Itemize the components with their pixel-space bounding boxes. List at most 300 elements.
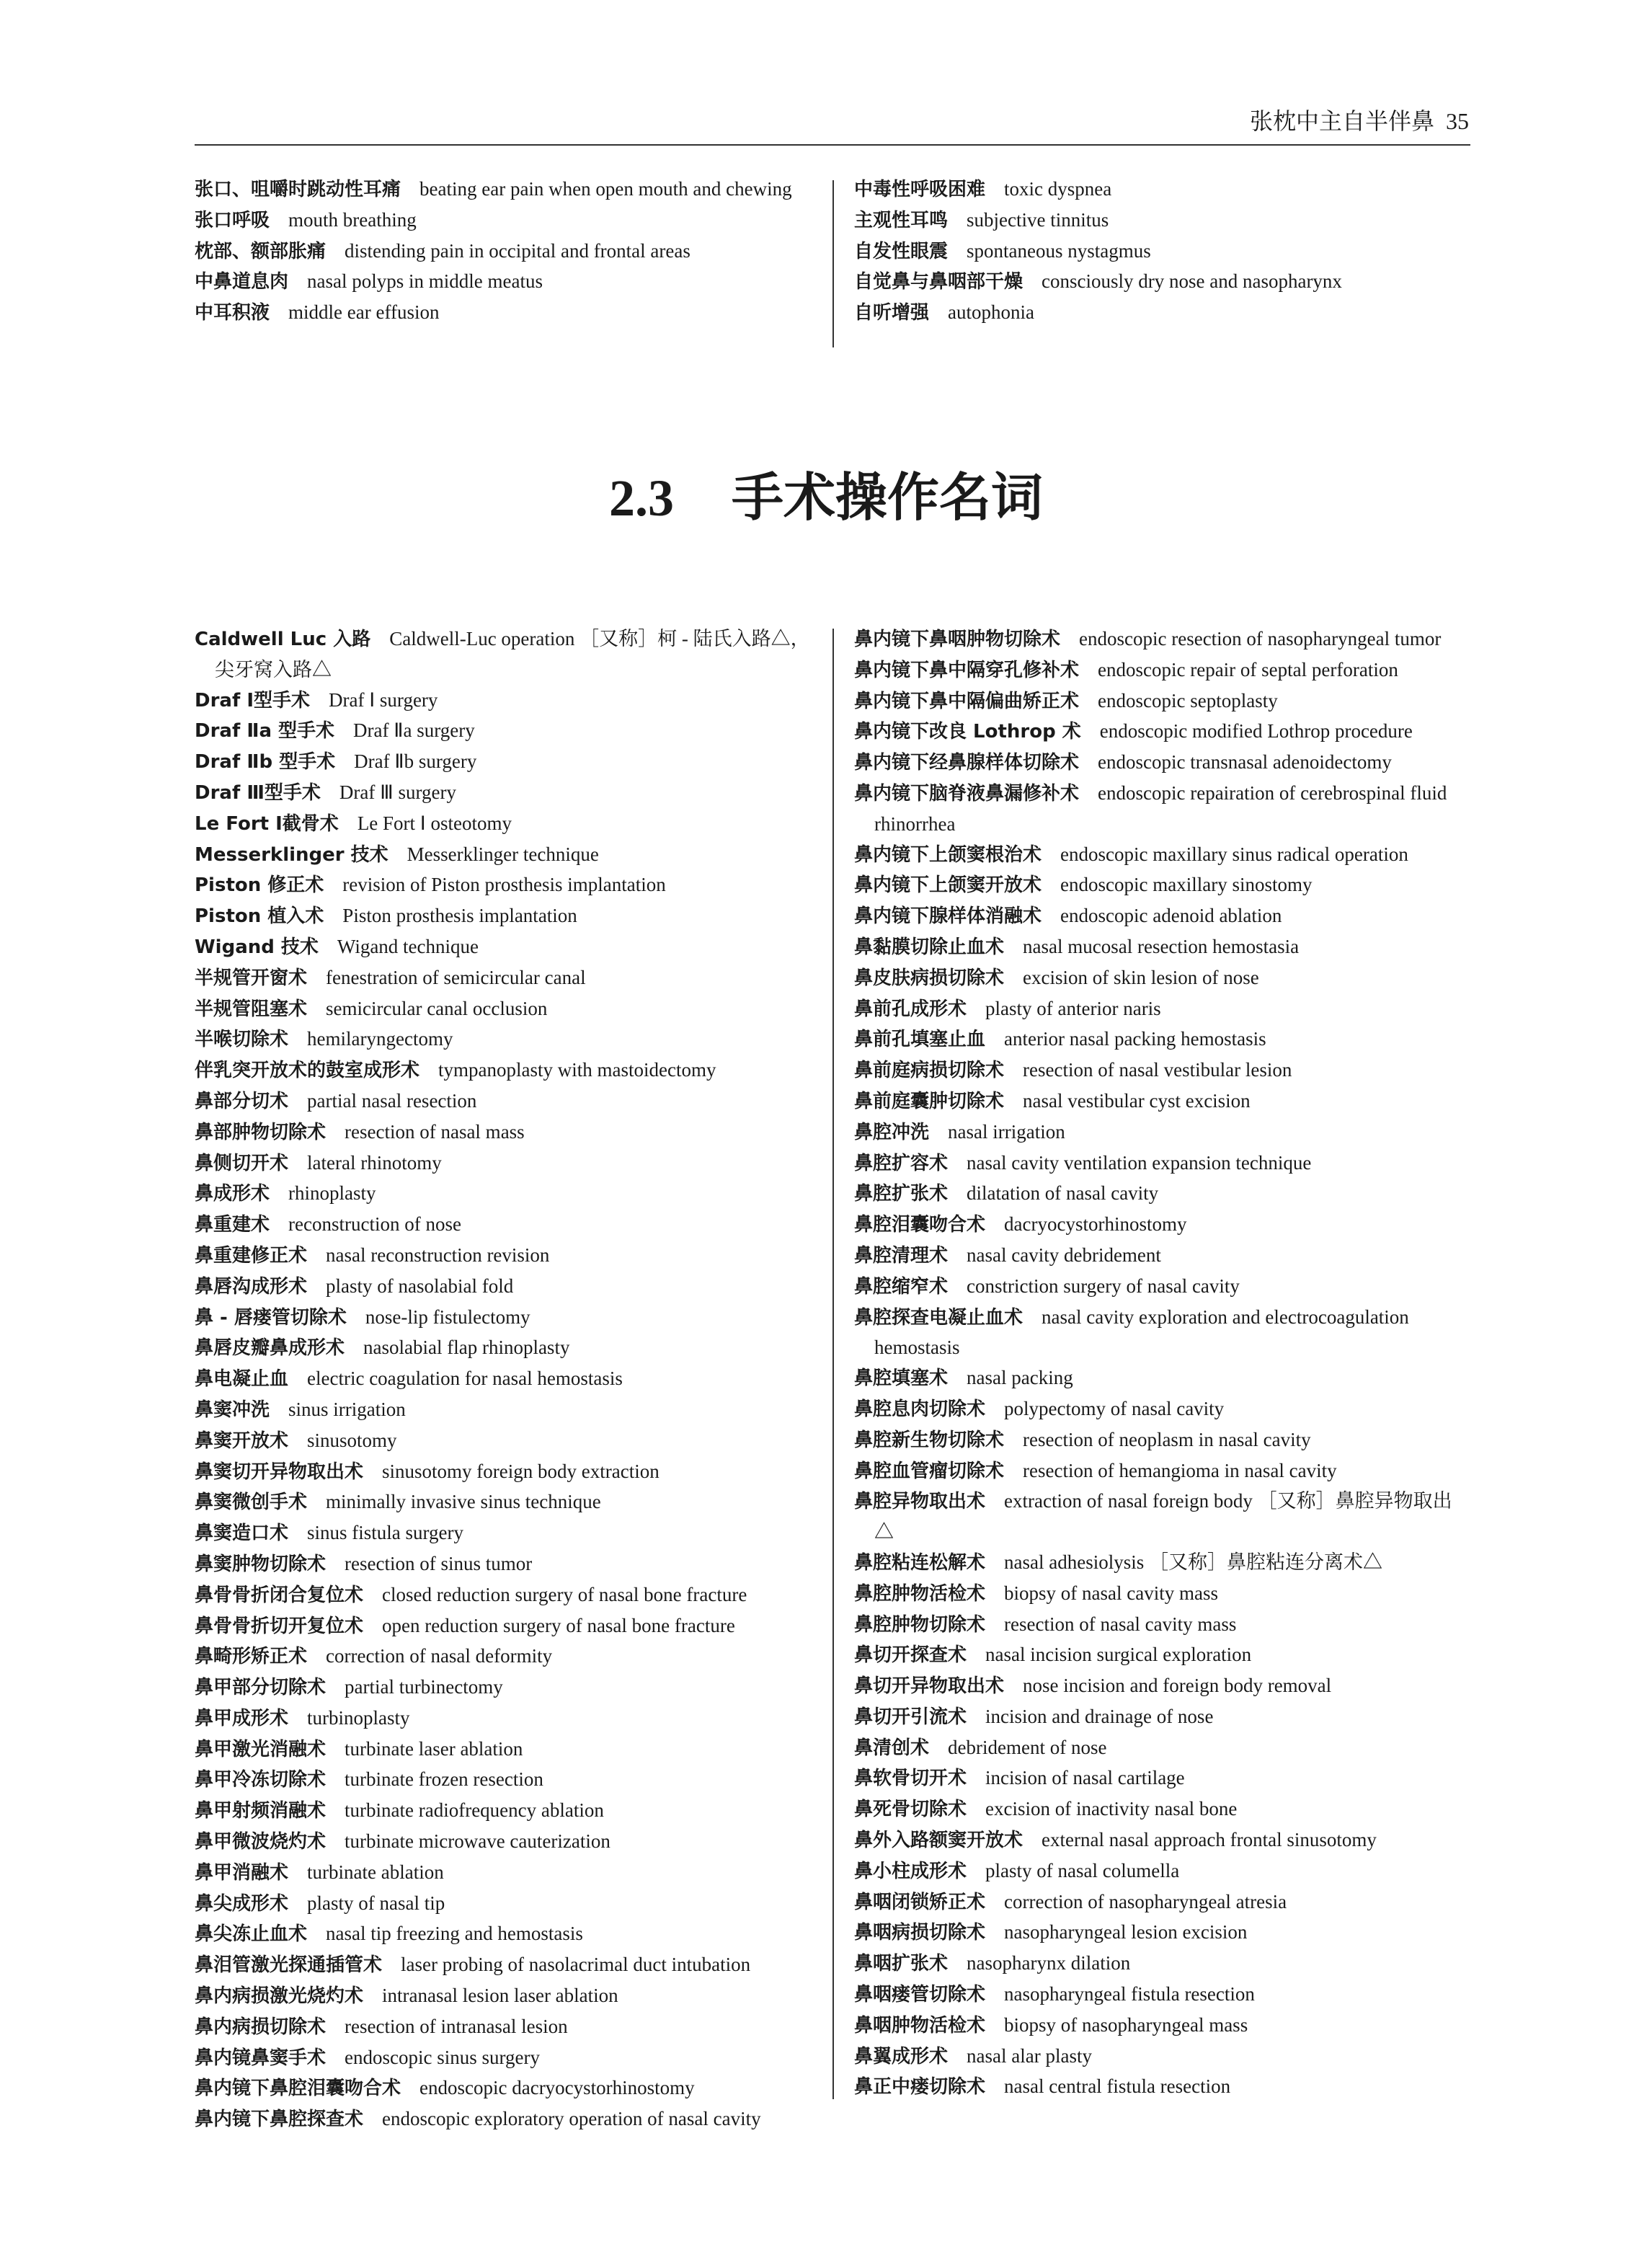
glossary-entry bbox=[854, 205, 1470, 236]
term-en: extraction of nasal foreign body bbox=[1004, 1490, 1253, 1512]
term-zh: 中耳积液 bbox=[195, 302, 270, 324]
term-en: nasal reconstruction revision bbox=[326, 1244, 550, 1266]
glossary-entry bbox=[854, 1980, 1470, 2011]
term-zh: 主观性耳鸣 bbox=[854, 209, 949, 231]
glossary-entry bbox=[854, 1579, 1470, 1610]
term-zh: 鼻窦造口术 bbox=[195, 1522, 289, 1545]
glossary-entry bbox=[854, 840, 1470, 871]
term-zh: 鼻窦肿物切除术 bbox=[195, 1553, 327, 1575]
term-en: Messerklinger technique bbox=[407, 843, 599, 865]
glossary-entry bbox=[195, 1611, 813, 1642]
term-zh: 自发性眼震 bbox=[854, 240, 949, 262]
term-en: excision of skin lesion of nose bbox=[1023, 966, 1259, 988]
term-en: nasopharyngeal lesion excision bbox=[1004, 1921, 1248, 1943]
term-en: Piston prosthesis implantation bbox=[342, 905, 577, 927]
term-en: semicircular canal occlusion bbox=[326, 997, 548, 1019]
glossary-entry bbox=[195, 994, 813, 1025]
term-en: endoscopic maxillary sinus radical operation bbox=[1060, 843, 1408, 865]
term-zh: 鼻软骨切开术 bbox=[854, 1768, 967, 1790]
term-zh: 中毒性呼吸困难 bbox=[854, 179, 986, 200]
term-en: turbinate frozen resection bbox=[345, 1768, 543, 1791]
term-en: Le Fort Ⅰ osteotomy bbox=[357, 812, 512, 834]
term-en: open reduction surgery of nasal bone fracture bbox=[382, 1614, 735, 1636]
term-en: dacryocystorhinostomy bbox=[1004, 1213, 1187, 1236]
glossary-entry bbox=[195, 1024, 813, 1055]
term-zh: 张口、咀嚼时跳动性耳痛 bbox=[195, 179, 401, 200]
term-zh: 鼻黏膜切除止血术 bbox=[854, 936, 1005, 958]
term-zh: 鼻内镜下改良 Lothrop 术 bbox=[854, 721, 1081, 743]
term-zh: 鼻皮肤病损切除术 bbox=[854, 967, 1005, 989]
term-zh: 鼻内镜下脑脊液鼻漏修补术 bbox=[854, 782, 1080, 805]
term-zh: 鼻腔泪囊吻合术 bbox=[854, 1214, 986, 1236]
glossary-entry bbox=[854, 1548, 1470, 1579]
term-en: plasty of nasal columella bbox=[985, 1859, 1180, 1881]
term-en: beating ear pain when open mouth and chewing bbox=[419, 178, 792, 200]
glossary-entry bbox=[854, 267, 1470, 298]
term-zh: 鼻腔冲洗 bbox=[854, 1121, 930, 1143]
term-zh: 鼻前孔成形术 bbox=[854, 998, 967, 1020]
glossary-entry bbox=[854, 2072, 1470, 2103]
glossary-entry bbox=[195, 1672, 813, 1703]
term-zh: 鼻咽病损切除术 bbox=[854, 1922, 986, 1944]
glossary-entry bbox=[854, 1671, 1470, 1702]
term-zh: 鼻内镜下经鼻腺样体切除术 bbox=[854, 752, 1080, 774]
glossary-entry bbox=[854, 1303, 1470, 1364]
glossary-entry bbox=[195, 747, 813, 778]
term-zh: 鼻前庭囊肿切除术 bbox=[854, 1090, 1005, 1112]
term-zh: 鼻内镜下鼻腔探查术 bbox=[195, 2109, 364, 2131]
glossary-entry bbox=[854, 686, 1470, 717]
glossary-entry bbox=[195, 1148, 813, 1179]
term-en: lateral rhinotomy bbox=[307, 1151, 442, 1174]
glossary-entry bbox=[854, 1610, 1470, 1641]
glossary-entry bbox=[195, 1734, 813, 1765]
term-zh: 鼻重建修正术 bbox=[195, 1244, 308, 1267]
term-en: resection of neoplasm in nasal cavity bbox=[1023, 1428, 1311, 1450]
term-zh: 鼻窦开放术 bbox=[195, 1430, 289, 1452]
glossary-entry bbox=[854, 1055, 1470, 1086]
term-zh: 鼻甲部分切除术 bbox=[195, 1677, 327, 1699]
term-en: sinusotomy bbox=[307, 1429, 397, 1451]
glossary-entry bbox=[195, 1919, 813, 1950]
term-en: endoscopic repairation of cerebrospinal fluid rhinorrhea bbox=[874, 781, 1447, 835]
glossary-entry bbox=[854, 1794, 1470, 1825]
term-zh: 鼻切开异物取出术 bbox=[854, 1675, 1005, 1698]
term-zh: 鼻内镜下上颌窦根治术 bbox=[854, 843, 1042, 866]
glossary-entry bbox=[854, 1024, 1470, 1055]
term-en: excision of inactivity nasal bone bbox=[985, 1798, 1238, 1820]
glossary-entry bbox=[854, 1425, 1470, 1456]
term-zh: 中鼻道息肉 bbox=[195, 271, 289, 293]
term-note: ［又称］鼻腔粘连分离术△ bbox=[1149, 1551, 1382, 1573]
glossary-entry bbox=[195, 1426, 813, 1457]
term-en: spontaneous nystagmus bbox=[967, 239, 1151, 262]
term-zh: 鼻内镜下上颌窦开放术 bbox=[854, 874, 1042, 897]
glossary-entry bbox=[854, 870, 1470, 901]
glossary-entry bbox=[854, 236, 1470, 267]
glossary-entry bbox=[854, 2011, 1470, 2042]
glossary-entry bbox=[195, 1457, 813, 1488]
glossary-entry bbox=[195, 1210, 813, 1241]
term-zh: 鼻前庭病损切除术 bbox=[854, 1060, 1005, 1082]
term-zh: 鼻窦冲洗 bbox=[195, 1399, 270, 1421]
term-zh: 自觉鼻与鼻咽部干燥 bbox=[854, 271, 1023, 293]
glossary-entry bbox=[195, 2073, 813, 2104]
term-zh: Draf Ⅱb 型手术 bbox=[195, 751, 336, 774]
term-en: Draf Ⅱa surgery bbox=[353, 719, 475, 742]
term-zh: 鼻腔清理术 bbox=[854, 1244, 949, 1267]
top-column-divider bbox=[832, 180, 834, 347]
term-en: Draf Ⅱb surgery bbox=[354, 750, 477, 773]
term-zh: 鼻腔血管瘤切除术 bbox=[854, 1460, 1005, 1482]
glossary-entry bbox=[195, 1487, 813, 1518]
term-zh: Wigand 技术 bbox=[195, 936, 319, 958]
term-en: constriction surgery of nasal cavity bbox=[967, 1275, 1240, 1297]
term-zh: 鼻唇沟成形术 bbox=[195, 1275, 308, 1298]
term-en: correction of nasal deformity bbox=[326, 1645, 553, 1667]
glossary-entry bbox=[854, 779, 1470, 840]
term-zh: Messerklinger 技术 bbox=[195, 843, 388, 866]
term-en: revision of Piston prosthesis implantation bbox=[342, 874, 666, 896]
glossary-entry bbox=[195, 236, 813, 267]
glossary-entry bbox=[854, 1117, 1470, 1148]
term-en: subjective tinnitus bbox=[967, 208, 1109, 231]
term-en: nasal central fistula resection bbox=[1004, 2075, 1231, 2098]
term-zh: 鼻 - 唇瘘管切除术 bbox=[195, 1306, 347, 1329]
glossary-entry bbox=[195, 1703, 813, 1734]
term-en: endoscopic repair of septal perforation bbox=[1098, 658, 1398, 681]
glossary-entry bbox=[854, 748, 1470, 779]
glossary-entry bbox=[854, 1887, 1470, 1918]
term-zh: 鼻内镜下鼻中隔偏曲矫正术 bbox=[854, 690, 1080, 712]
glossary-entry bbox=[195, 716, 813, 747]
glossary-entry bbox=[854, 1148, 1470, 1179]
glossary-entry bbox=[195, 870, 813, 901]
term-en: turbinate radiofrequency ablation bbox=[345, 1799, 604, 1822]
glossary-entry bbox=[195, 963, 813, 994]
glossary-entry bbox=[854, 717, 1470, 748]
glossary-entry bbox=[195, 1518, 813, 1549]
term-en: resection of intranasal lesion bbox=[345, 2015, 568, 2037]
term-en: sinusotomy foreign body extraction bbox=[382, 1460, 660, 1482]
term-zh: 张口呼吸 bbox=[195, 209, 270, 231]
term-en: plasty of nasolabial fold bbox=[326, 1275, 514, 1297]
term-zh: 鼻甲消融术 bbox=[195, 1861, 289, 1884]
term-zh: 鼻泪管激光探通插管术 bbox=[195, 1954, 383, 1977]
term-en: endoscopic exploratory operation of nasal cavity bbox=[382, 2108, 761, 2130]
term-note: ［又称］鼻腔异物取出△ bbox=[874, 1490, 1452, 1543]
glossary-entry bbox=[854, 1210, 1470, 1241]
term-en: minimally invasive sinus technique bbox=[326, 1491, 601, 1513]
term-en: endoscopic adenoid ablation bbox=[1060, 905, 1282, 927]
term-en: Wigand technique bbox=[337, 935, 479, 957]
term-zh: 半规管阻塞术 bbox=[195, 998, 308, 1020]
glossary-entry bbox=[195, 932, 813, 963]
term-en: nose-lip fistulectomy bbox=[365, 1306, 530, 1328]
glossary-entry bbox=[195, 1641, 813, 1672]
term-zh: 鼻窦微创手术 bbox=[195, 1491, 308, 1514]
term-en: resection of nasal vestibular lesion bbox=[1023, 1059, 1292, 1081]
term-zh: 鼻翼成形术 bbox=[854, 2045, 949, 2067]
term-en: sinus irrigation bbox=[288, 1398, 406, 1420]
glossary-entry bbox=[854, 963, 1470, 994]
term-zh: 鼻切开探查术 bbox=[854, 1644, 967, 1667]
term-en: plasty of anterior naris bbox=[985, 997, 1161, 1019]
term-zh: Draf Ⅲ型手术 bbox=[195, 781, 321, 804]
term-en: Caldwell-Luc operation bbox=[389, 628, 575, 650]
glossary-entry bbox=[854, 174, 1470, 205]
term-en: nasopharyngeal fistula resection bbox=[1004, 1983, 1255, 2005]
term-en: plasty of nasal tip bbox=[307, 1892, 445, 1914]
glossary-entry bbox=[854, 1486, 1470, 1548]
term-zh: 鼻内镜鼻窦手术 bbox=[195, 2047, 327, 2069]
term-zh: 鼻部分切术 bbox=[195, 1090, 289, 1112]
term-zh: 鼻腔异物取出术 bbox=[854, 1491, 986, 1513]
term-zh: 伴乳突开放术的鼓室成形术 bbox=[195, 1060, 420, 1082]
glossary-entry bbox=[195, 1796, 813, 1827]
glossary-entry bbox=[854, 1825, 1470, 1856]
glossary-entry bbox=[195, 267, 813, 298]
glossary-entry bbox=[854, 1856, 1470, 1887]
term-zh: 鼻死骨切除术 bbox=[854, 1799, 967, 1821]
term-en: resection of sinus tumor bbox=[345, 1552, 533, 1574]
term-en: anterior nasal packing hemostasis bbox=[1004, 1028, 1266, 1050]
glossary-entry bbox=[854, 1640, 1470, 1671]
main-left-column bbox=[195, 624, 813, 2135]
glossary-entry bbox=[195, 1765, 813, 1796]
glossary-entry bbox=[195, 778, 813, 809]
term-zh: 鼻内病损激光烧灼术 bbox=[195, 1985, 364, 2008]
term-en: debridement of nose bbox=[948, 1736, 1107, 1758]
term-en: endoscopic modified Lothrop procedure bbox=[1099, 720, 1413, 743]
header-rule bbox=[195, 144, 1470, 146]
term-zh: 鼻腔新生物切除术 bbox=[854, 1429, 1005, 1451]
glossary-entry bbox=[854, 932, 1470, 963]
term-zh: 鼻电凝止血 bbox=[195, 1368, 289, 1391]
term-zh: 鼻内镜下腺样体消融术 bbox=[854, 905, 1042, 928]
page-number: 35 bbox=[1446, 108, 1469, 134]
glossary-entry bbox=[854, 1086, 1470, 1117]
term-zh: 鼻骨骨折切开复位术 bbox=[195, 1615, 364, 1637]
term-zh: 自听增强 bbox=[854, 302, 930, 324]
glossary-entry bbox=[195, 2043, 813, 2074]
term-en: incision of nasal cartilage bbox=[985, 1767, 1185, 1789]
glossary-entry bbox=[854, 1702, 1470, 1733]
term-zh: 鼻咽肿物活检术 bbox=[854, 2014, 986, 2036]
term-en: intranasal lesion laser ablation bbox=[382, 1985, 618, 2007]
term-zh: Draf Ⅱa 型手术 bbox=[195, 720, 335, 743]
glossary-entry bbox=[195, 840, 813, 871]
glossary-entry bbox=[195, 1241, 813, 1272]
term-en: nasal adhesiolysis bbox=[1004, 1551, 1145, 1573]
glossary-entry bbox=[854, 901, 1470, 932]
term-en: endoscopic transnasal adenoidectomy bbox=[1098, 751, 1392, 774]
glossary-entry bbox=[195, 1364, 813, 1395]
term-en: sinus fistula surgery bbox=[307, 1522, 464, 1544]
term-en: nasal cavity debridement bbox=[967, 1244, 1161, 1266]
term-zh: 鼻甲射频消融术 bbox=[195, 1800, 327, 1822]
glossary-entry bbox=[195, 624, 813, 686]
glossary-entry bbox=[195, 1549, 813, 1580]
term-zh: 鼻内镜下鼻咽肿物切除术 bbox=[854, 629, 1061, 650]
term-zh: 鼻清创术 bbox=[854, 1737, 930, 1759]
glossary-entry bbox=[195, 1981, 813, 2012]
term-zh: Le Fort Ⅰ截骨术 bbox=[195, 812, 339, 835]
term-en: hemilaryngectomy bbox=[307, 1028, 453, 1050]
term-zh: 鼻切开引流术 bbox=[854, 1706, 967, 1728]
term-zh: 鼻甲成形术 bbox=[195, 1707, 289, 1729]
glossary-entry bbox=[195, 809, 813, 840]
term-zh: 鼻内镜下鼻中隔穿孔修补术 bbox=[854, 659, 1080, 681]
term-zh: Piston 修正术 bbox=[195, 874, 324, 897]
term-en: nasal tip freezing and hemostasis bbox=[326, 1923, 583, 1945]
glossary-entry bbox=[195, 1950, 813, 1981]
term-en: Draf Ⅰ surgery bbox=[329, 688, 438, 711]
term-en: resection of hemangioma in nasal cavity bbox=[1023, 1459, 1337, 1481]
glossary-entry bbox=[195, 298, 813, 329]
glossary-entry bbox=[854, 1363, 1470, 1394]
term-zh: 鼻尖成形术 bbox=[195, 1892, 289, 1915]
glossary-entry bbox=[195, 901, 813, 932]
glossary-entry bbox=[854, 1763, 1470, 1794]
term-zh: 鼻腔扩张术 bbox=[854, 1183, 949, 1205]
term-en: distending pain in occipital and frontal areas bbox=[345, 239, 690, 262]
term-zh: 鼻腔肿物活检术 bbox=[854, 1582, 986, 1605]
term-en: external nasal approach frontal sinusotomy bbox=[1042, 1829, 1377, 1851]
term-zh: 鼻腔肿物切除术 bbox=[854, 1613, 986, 1636]
glossary-entry bbox=[195, 1333, 813, 1364]
glossary-entry bbox=[854, 1918, 1470, 1949]
term-zh: Draf Ⅰ型手术 bbox=[195, 689, 310, 712]
top-left-column bbox=[195, 174, 813, 329]
term-zh: 鼻咽闭锁矫正术 bbox=[854, 1891, 986, 1913]
glossary-entry bbox=[854, 624, 1470, 655]
section-heading: 手术操作名词 bbox=[731, 466, 1043, 528]
term-zh: 鼻腔填塞术 bbox=[854, 1368, 949, 1390]
term-en: partial turbinectomy bbox=[345, 1676, 503, 1698]
glossary-entry bbox=[195, 1272, 813, 1303]
term-en: turbinate ablation bbox=[307, 1861, 444, 1883]
term-en: tympanoplasty with mastoidectomy bbox=[438, 1059, 716, 1081]
term-en: nasal packing bbox=[967, 1367, 1073, 1389]
glossary-entry bbox=[854, 1949, 1470, 1980]
term-zh: 鼻咽瘘管切除术 bbox=[854, 1984, 986, 2006]
term-zh: 鼻甲激光消融术 bbox=[195, 1738, 327, 1760]
term-en: endoscopic sinus surgery bbox=[345, 2046, 540, 2068]
main-right-column bbox=[854, 624, 1470, 2103]
term-zh: 鼻小柱成形术 bbox=[854, 1860, 967, 1882]
glossary-entry bbox=[854, 655, 1470, 686]
glossary-entry bbox=[195, 1580, 813, 1611]
glossary-entry bbox=[854, 298, 1470, 329]
glossary-entry bbox=[854, 1241, 1470, 1272]
glossary-entry bbox=[854, 994, 1470, 1025]
term-en: resection of nasal mass bbox=[345, 1120, 525, 1143]
glossary-entry bbox=[854, 1272, 1470, 1303]
term-en: biopsy of nasopharyngeal mass bbox=[1004, 2013, 1248, 2036]
term-en: nasal mucosal resection hemostasia bbox=[1023, 935, 1300, 957]
term-en: nose incision and foreign body removal bbox=[1023, 1675, 1332, 1697]
term-zh: 鼻尖冻止血术 bbox=[195, 1923, 308, 1946]
glossary-entry bbox=[195, 1117, 813, 1148]
term-zh: 枕部、额部胀痛 bbox=[195, 240, 327, 262]
term-zh: 鼻腔探查电凝止血术 bbox=[854, 1306, 1023, 1329]
term-en: reconstruction of nose bbox=[288, 1213, 461, 1236]
glossary-entry bbox=[195, 1086, 813, 1117]
term-zh: 鼻腔缩窄术 bbox=[854, 1275, 949, 1298]
term-en: nasal incision surgical exploration bbox=[985, 1644, 1252, 1666]
term-zh: 鼻骨骨折闭合复位术 bbox=[195, 1584, 364, 1606]
term-zh: 鼻腔扩容术 bbox=[854, 1152, 949, 1174]
main-column-divider bbox=[832, 629, 834, 2099]
glossary-entry bbox=[854, 1394, 1470, 1425]
glossary-entry bbox=[195, 1179, 813, 1210]
glossary-entry bbox=[195, 2104, 813, 2135]
term-en: mouth breathing bbox=[288, 208, 417, 231]
term-en: rhinoplasty bbox=[288, 1182, 376, 1205]
glossary-entry bbox=[854, 1456, 1470, 1487]
running-header bbox=[1250, 105, 1469, 137]
term-en: turbinate laser ablation bbox=[345, 1737, 523, 1760]
term-zh: 鼻腔息肉切除术 bbox=[854, 1398, 986, 1420]
term-en: nasal cavity exploration and electrocoagulation hemostasis bbox=[874, 1306, 1409, 1359]
term-zh: 鼻成形术 bbox=[195, 1183, 270, 1205]
term-en: resection of nasal cavity mass bbox=[1004, 1613, 1237, 1635]
term-en: biopsy of nasal cavity mass bbox=[1004, 1582, 1218, 1604]
term-en: dilatation of nasal cavity bbox=[967, 1182, 1159, 1205]
term-en: middle ear effusion bbox=[288, 301, 440, 324]
term-en: fenestration of semicircular canal bbox=[326, 966, 586, 988]
glossary-entry bbox=[195, 1055, 813, 1086]
term-en: endoscopic resection of nasopharyngeal tumor bbox=[1079, 628, 1442, 650]
term-en: endoscopic septoplasty bbox=[1098, 689, 1278, 712]
glossary-entry bbox=[854, 1733, 1470, 1764]
term-en: electric coagulation for nasal hemostasis bbox=[307, 1368, 623, 1390]
term-zh: 鼻部肿物切除术 bbox=[195, 1121, 327, 1143]
term-zh: 鼻畸形矫正术 bbox=[195, 1646, 308, 1668]
term-zh: 鼻腔粘连松解术 bbox=[854, 1551, 986, 1574]
glossary-entry bbox=[854, 2042, 1470, 2073]
glossary-entry bbox=[854, 1179, 1470, 1210]
term-zh: 鼻外入路额窦开放术 bbox=[854, 1830, 1023, 1852]
term-en: Draf Ⅲ surgery bbox=[339, 781, 456, 803]
term-en: nasal cavity ventilation expansion technique bbox=[967, 1151, 1312, 1174]
term-zh: 半规管开窗术 bbox=[195, 967, 308, 989]
top-right-column bbox=[854, 174, 1470, 329]
term-en: incision and drainage of nose bbox=[985, 1705, 1214, 1727]
glossary-entry bbox=[195, 1303, 813, 1334]
term-en: partial nasal resection bbox=[307, 1089, 477, 1112]
glossary-entry bbox=[195, 686, 813, 717]
glossary-entry bbox=[195, 1395, 813, 1426]
glossary-entry bbox=[195, 1858, 813, 1889]
term-en: nasal vestibular cyst excision bbox=[1023, 1089, 1251, 1112]
term-zh: 半喉切除术 bbox=[195, 1029, 289, 1051]
term-en: consciously dry nose and nasopharynx bbox=[1042, 270, 1342, 293]
term-zh: 鼻甲微波烧灼术 bbox=[195, 1831, 327, 1853]
term-zh: 鼻窦切开异物取出术 bbox=[195, 1460, 364, 1483]
term-en: toxic dyspnea bbox=[1004, 178, 1112, 200]
term-en: polypectomy of nasal cavity bbox=[1004, 1397, 1225, 1419]
term-en: correction of nasopharyngeal atresia bbox=[1004, 1890, 1287, 1912]
term-en: turbinate microwave cauterization bbox=[345, 1830, 610, 1853]
term-en: nasal polyps in middle meatus bbox=[307, 270, 543, 293]
term-zh: 鼻咽扩张术 bbox=[854, 1953, 949, 1975]
term-en: nasolabial flap rhinoplasty bbox=[363, 1337, 570, 1359]
term-zh: 鼻侧切开术 bbox=[195, 1152, 289, 1174]
term-zh: 鼻唇皮瓣鼻成形术 bbox=[195, 1337, 345, 1360]
section-title bbox=[0, 461, 1652, 534]
